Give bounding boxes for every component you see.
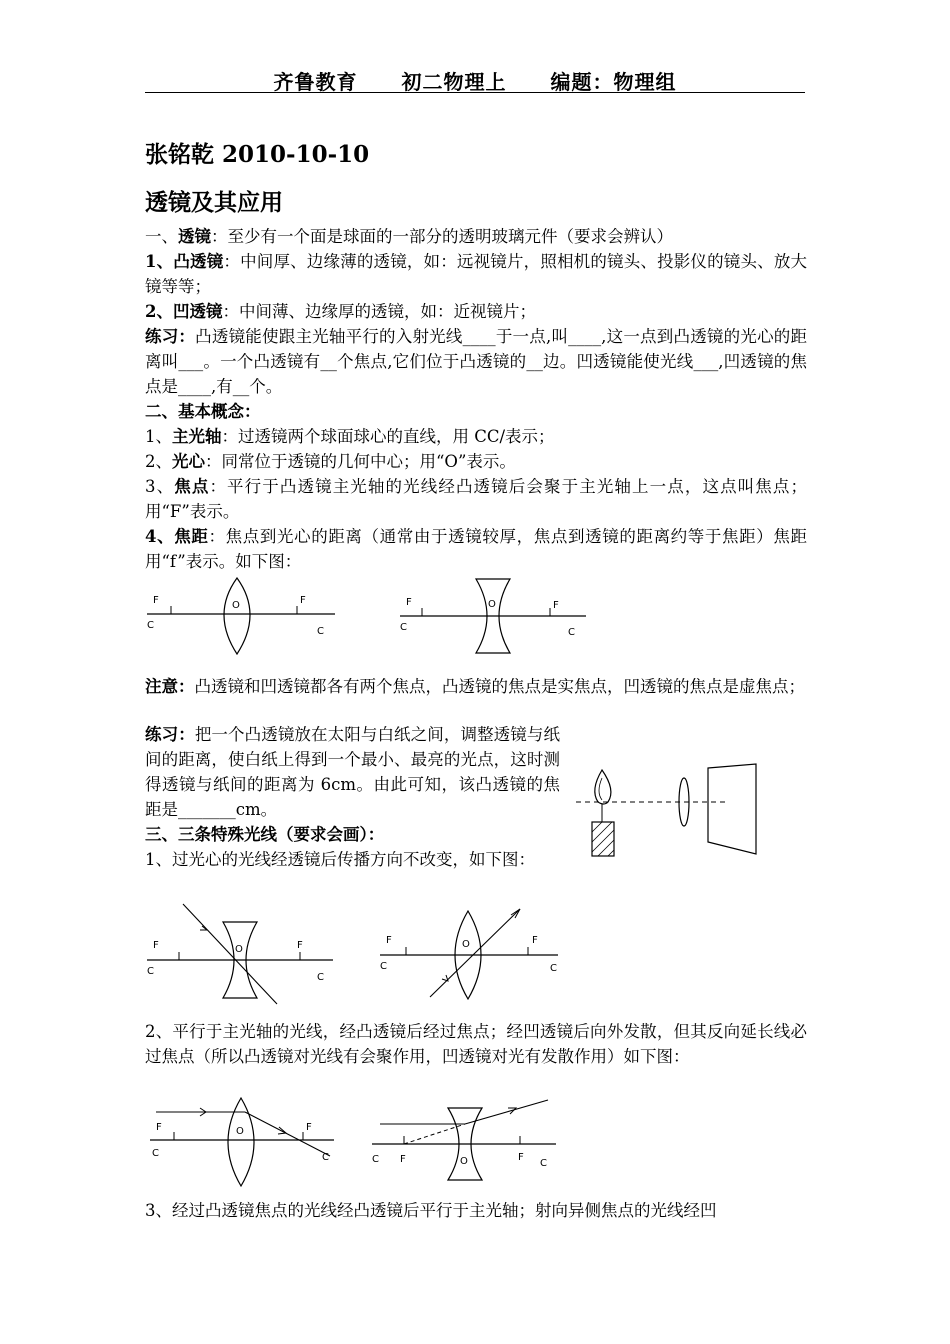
svg-text:O: O [235,944,243,955]
concept-main-axis: 1、主光轴：过透镜两个球面球心的直线，用 CC/表示； [145,427,555,446]
header-editor: 编题：物理组 [550,70,677,94]
header-course: 初二物理上 [401,70,507,94]
convex-definition: 1、凸透镜：中间厚、边缘薄的透镜，如：远视镜片，照相机的镜头、投影仪的镜头、放大镜等等； [145,252,808,296]
exercise-2: 练习：把一个凸透镜放在太阳与白纸之间，调整透镜与纸间的距离，使白纸上得到一个最小、最亮的光点，这时测得透镜与纸间的距离为 6cm。由此可知，该凸透镜的焦距是_______cm。 [145,725,561,819]
svg-text:O: O [232,600,240,611]
concept-optical-center: 2、光心：同常位于透镜的几何中心；用“O”表示。 [145,452,516,471]
svg-text:C: C [317,626,324,637]
svg-text:C: C [147,966,154,977]
concave-lens-focus-diagram [398,575,588,660]
svg-text:F: F [406,597,412,608]
concave-definition: 2、凹透镜：中间薄、边缘厚的透镜，如：近视镜片； [145,302,536,321]
svg-text:F: F [518,1152,524,1163]
note: 注意：凸透镜和凹透镜都各有两个焦点，凸透镜的焦点是实焦点，凹透镜的焦点是虚焦点； [145,677,805,696]
svg-text:C: C [400,622,407,633]
svg-text:C: C [317,972,324,983]
concept-focal-length: 4、焦距：焦点到光心的距离（通常由于透镜较厚，焦点到透镜的距离约等于焦距）焦距用“f”表示。如下图： [145,527,808,571]
concept-focus: 3、焦点：平行于凸透镜主光轴的光线经凸透镜后会聚于主光轴上一点，这点叫焦点；用“F”表示。 [145,477,808,521]
svg-text:C: C [380,961,387,972]
svg-text:C: C [568,627,575,638]
convex-lens-focus-diagram [145,570,340,660]
svg-text:C: C [550,963,557,974]
section-3-heading: 三、三条特殊光线（要求会画）： [145,825,385,844]
header-rule [145,92,805,93]
section-2-heading: 二、基本概念： [145,402,261,421]
svg-text:C: C [147,620,154,631]
svg-text:F: F [400,1154,406,1165]
svg-text:O: O [462,939,470,950]
concave-center-ray-diagram [145,900,335,1005]
svg-text:F: F [306,1122,312,1133]
svg-text:C: C [152,1148,159,1159]
svg-text:F: F [386,935,392,946]
ray-rule-2: 2、平行于主光轴的光线，经凸透镜后经过焦点；经凹透镜后向外发散，但其反向延长线必过焦点（所以凸透镜对光线有会聚作用，凹透镜对光有发散作用）如下图： [145,1022,807,1066]
svg-text:F: F [553,600,559,611]
candle-lens-screen-diagram [576,762,786,867]
svg-text:C: C [372,1154,379,1165]
author-date: 张铭乾 2010-10-10 [145,141,370,168]
svg-text:F: F [156,1122,162,1133]
svg-text:O: O [460,1156,468,1167]
header-org: 齐鲁教育 [273,70,358,94]
page-title: 透镜及其应用 [145,189,283,216]
svg-text:O: O [488,599,496,610]
svg-text:C: C [322,1152,329,1163]
svg-text:O: O [236,1126,244,1137]
lens-definition: 一、透镜：至少有一个面是球面的一部分的透明玻璃元件（要求会辨认） [145,227,673,246]
ray-rule-1: 1、过光心的光线经透镜后传播方向不改变，如下图： [145,850,535,869]
svg-text:F: F [300,595,306,606]
ray-rule-3: 3、经过凸透镜焦点的光线经凸透镜后平行于主光轴；射向异侧焦点的光线经凹 [145,1201,717,1220]
svg-text:F: F [532,935,538,946]
convex-center-ray-diagram [378,905,563,1000]
svg-text:C: C [540,1158,547,1169]
exercise-1: 练习：凸透镜能使跟主光轴平行的入射光线____于一点,叫____,这一点到凸透镜的光心的距离叫___。一个凸透镜有__个焦点,它们位于凸透镜的__边。凹透镜能使光线___,凹透镜的焦点是____,有__个。 [145,327,807,396]
convex-parallel-ray-diagram [148,1098,338,1188]
svg-text:F: F [153,595,159,606]
svg-text:F: F [297,940,303,951]
concave-parallel-ray-diagram [370,1096,560,1186]
svg-text:F: F [153,940,159,951]
page-header [145,66,805,95]
